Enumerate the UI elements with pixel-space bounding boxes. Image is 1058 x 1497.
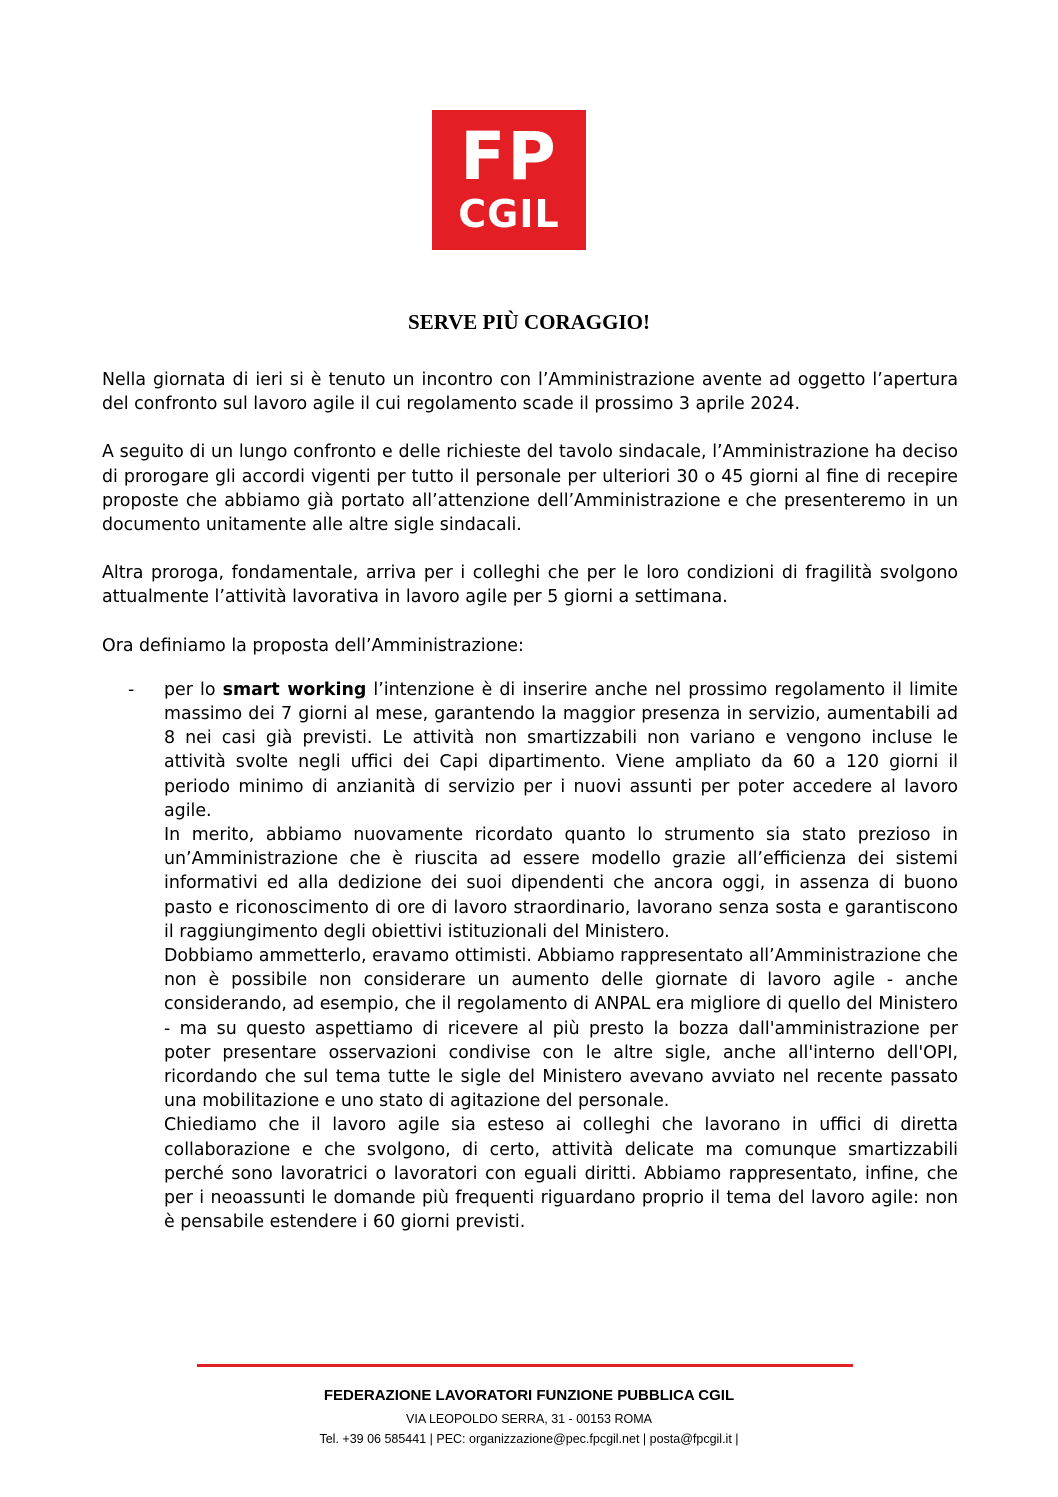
paragraph-proroga-accordi: A seguito di un lungo confronto e delle richieste del tavolo sindacale, l’Amministrazione ha deciso di prorogare gli accordi vigenti per tutto il personale per ulteriori 30 o 45 giorni al fine di recepire proposte che abbiamo già portato all’attenzione dell’Amministrazione e che presenteremo in un documento unitamente alle altre sigle sindacali.: [102, 442, 958, 536]
paragraph-proroga-fragili: Altra proroga, fondamentale, arriva per i colleghi che per le loro condizioni di fragilità svolgono attualmente l’attività lavorativa in lavoro agile per 5 giorni a settimana.: [102, 563, 958, 608]
document-title: SERVE PIÙ CORAGGIO!: [408, 310, 650, 334]
logo-fp-text: FP: [460, 118, 558, 195]
list-item-paragraph-merito: In merito, abbiamo nuovamente ricordato quanto lo strumento sia stato prezioso in un’Amministrazione che è riuscita ad essere modello grazie all’efficienza dei sistemi informativi ed alla dedizione dei suoi dipendenti che ancora oggi, in assenza di buono pasto e riconoscimento di ore di lavoro straordinario, lavorano senza sosta e garantiscono il raggiungimento degli obiettivi istituzionali del Ministero.: [164, 825, 958, 942]
list-item-smart-working: [164, 678, 958, 823]
list-bullet: -: [128, 679, 135, 700]
list-item-paragraph-richiesta: Chiediamo che il lavoro agile sia esteso ai colleghi che lavorano in uffici di diretta collaborazione e che svolgono, di certo, attività delicate ma comunque smartizzabili perché sono lavoratrici o lavoratori con eguali diritti. Abbiamo rappresentato, infine, che per i neoassunti le domande più frequenti riguardano proprio il tema del lavoro agile: non è pensabile estendere i 60 giorni previsti.: [164, 1115, 958, 1233]
document-body: [102, 368, 958, 1235]
footer-divider: [197, 1364, 853, 1367]
list-item-paragraph-ottimisti: Dobbiamo ammetterlo, eravamo ottimisti. Abbiamo rappresentato all’Amministrazione che non è possibile non considerare un aumento delle giornate di lavoro agile - anche considerando, ad esempio, che il regolamento di ANPAL era migliore di quello del Ministero - ma su questo aspettiamo di ricevere al più presto la bozza dall'amministrazione per poter presentare osservazioni condivise con le altre sigle, anche all'interno dell'OPI, ricordando che sul tema tutte le sigle del Ministero avevano avviato nel recente passato una mobilitazione e uno stato di agitazione del personale.: [164, 946, 958, 1112]
footer-org-name: FEDERAZIONE LAVORATORI FUNZIONE PUBBLICA CGIL: [323, 1387, 735, 1404]
list-item-lead: per lo: [164, 679, 223, 700]
proposal-list: [102, 678, 958, 1235]
list-item-rest: l’intenzione è di inserire anche nel prossimo regolamento il limite massimo dei 7 giorni al mese, garantendo la maggior presenza in servizio, aumentabili ad 8 nei casi già previsti. Le attività non smartizzabili non variano e vengono incluse le attività svolte negli uffici dei Capi dipartimento. Viene ampliato da 60 a 120 giorni il periodo minimo di anzianità di servizio per i nuovi assunti per poter accedere al lavoro agile.: [164, 679, 958, 821]
logo-cgil-text: CGIL: [458, 192, 560, 236]
smart-working-term: smart working: [222, 679, 367, 700]
paragraph-proposta-intro: Ora definiamo la proposta dell’Amministrazione:: [102, 635, 524, 656]
footer-address: VIA LEOPOLDO SERRA, 31 - 00153 ROMA: [406, 1412, 652, 1426]
paragraph-intro: Nella giornata di ieri si è tenuto un incontro con l’Amministrazione avente ad oggetto l’apertura del confronto sul lavoro agile il cui regolamento scade il prossimo 3 aprile 2024.: [102, 370, 958, 415]
fp-cgil-logo: [432, 110, 586, 250]
footer-contacts: Tel. +39 06 585441 | PEC: organizzazione@pec.fpcgil.net | posta@fpcgil.it |: [319, 1432, 739, 1446]
